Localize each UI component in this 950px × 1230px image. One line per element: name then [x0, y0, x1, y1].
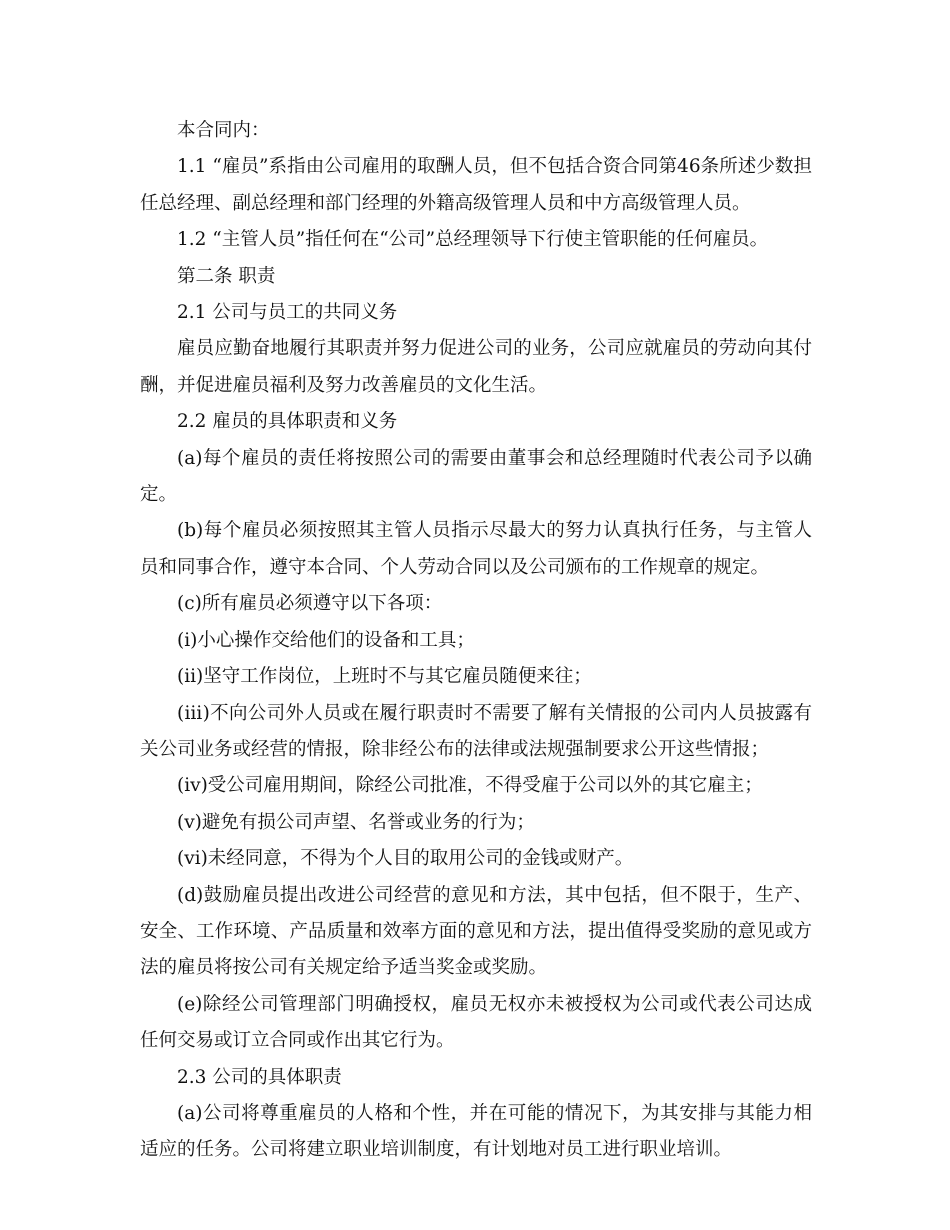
document-body	[140, 113, 812, 1169]
clause-2-1-text: 雇员应勤奋地履行其职责并努力促进公司的业务，公司应就雇员的劳动向其付酬，并促进雇员福利及努力改善雇员的文化生活。	[140, 338, 812, 396]
clause-2-2-b: (b)每个雇员必须按照其主管人员指示尽最大的努力认真执行任务，与主管人员和同事合作，遵守本合同、个人劳动合同以及公司颁布的工作规章的规定。	[140, 520, 812, 578]
clause-2-2-e: (e)除经公司管理部门明确授权，雇员无权亦未被授权为公司或代表公司达成任何交易或订立合同或作出其它行为。	[140, 993, 812, 1052]
clause-2-3-heading: 2.3 公司的具体职责	[177, 1066, 342, 1088]
clause-2-3-a: (a)公司将尊重雇员的人格和个性，并在可能的情况下，为其安排与其能力相适应的任务。公司将建立职业培训制度，有计划地对员工进行职业培训。	[140, 1102, 812, 1161]
clause-2-2-c-ii: (ⅱ)坚守工作岗位，上班时不与其它雇员随便来往；	[177, 666, 592, 688]
clause-2-2-c-i: (ⅰ)小心操作交给他们的设备和工具；	[177, 629, 475, 651]
clause-2-2-c: (c)所有雇员必须遵守以下各项：	[177, 593, 443, 615]
paragraph-intro: 本合同内：	[177, 120, 270, 141]
clause-2-2-d: (d)鼓励雇员提出改进公司经营的意见和方法，其中包括，但不限于，生产、安全、工作环境、产品质量和效率方面的意见和方法，提出值得受奖励的意见或方法的雇员将按公司有关规定给予适当奖金或奖励。	[140, 884, 812, 979]
clause-1-1: 1.1 “雇员”系指由公司雇用的取酬人员，但不包括合资合同第46条所述少数担任总经理、副总经理和部门经理的外籍高级管理人员和中方高级管理人员。	[140, 156, 812, 214]
clause-2-2-heading: 2.2 雇员的具体职责和义务	[177, 411, 398, 433]
clause-2-2-c-iv: (ⅳ)受公司雇用期间，除经公司批准，不得受雇于公司以外的其它雇主；	[177, 775, 763, 797]
clause-2-2-c-iii: (ⅲ)不向公司外人员或在履行职责时不需要了解有关情报的公司内人员披露有关公司业务或经营的情报，除非经公布的法律或法规强制要求公开这些情报；	[140, 702, 812, 760]
article-2-heading: 第二条 职责	[177, 265, 276, 287]
clause-2-2-c-v: (ⅴ)避免有损公司声望、名誉或业务的行为；	[177, 811, 535, 833]
clause-1-2: 1.2 “主管人员”指任何在“公司”总经理领导下行使主管职能的任何雇员。	[177, 229, 769, 251]
clause-2-2-c-vi: (ⅵ)未经同意，不得为个人目的取用公司的金钱或财产。	[177, 848, 634, 870]
clause-2-1-heading: 2.1 公司与员工的共同义务	[177, 302, 398, 324]
clause-2-2-a: (a)每个雇员的责任将按照公司的需要由董事会和总经理随时代表公司予以确定。	[140, 447, 812, 506]
